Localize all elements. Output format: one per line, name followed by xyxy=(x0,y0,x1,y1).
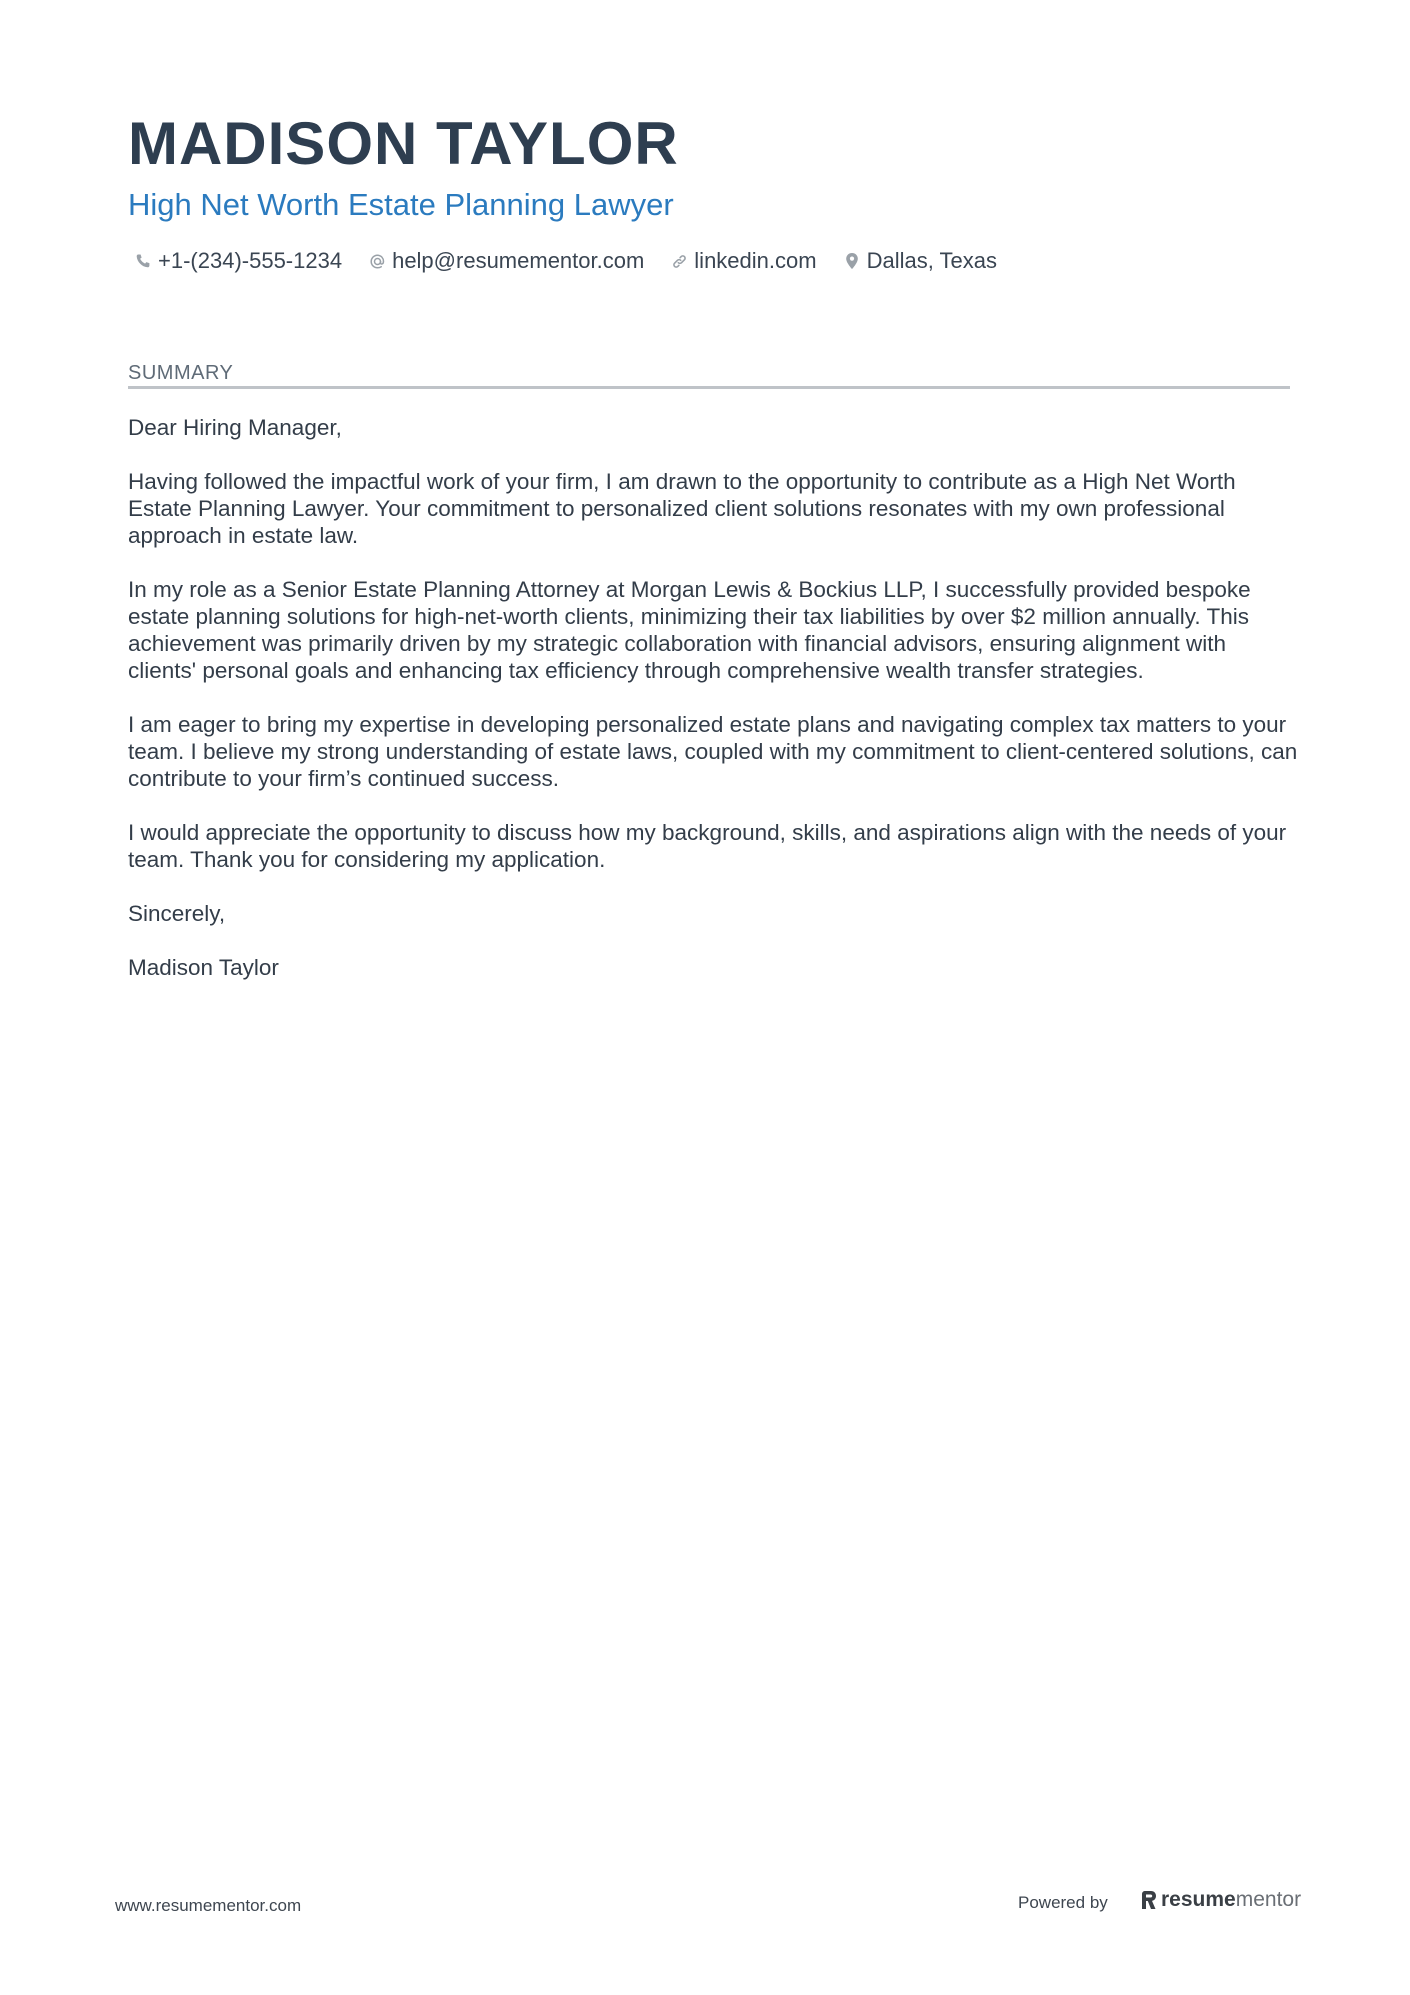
at-icon xyxy=(368,252,386,270)
phone-icon xyxy=(134,252,152,270)
resumementor-logo-icon xyxy=(1141,1890,1157,1910)
contact-linkedin[interactable] xyxy=(670,246,816,276)
job-title: High Net Worth Estate Planning Lawyer xyxy=(128,187,674,222)
powered-by-label: Powered by xyxy=(1018,1893,1108,1912)
link-icon xyxy=(670,252,688,270)
letter-closing: Sincerely, xyxy=(128,901,226,926)
candidate-name: MADISON TAYLOR xyxy=(128,110,679,177)
contact-phone[interactable] xyxy=(134,246,342,276)
brand-name-mentor: mentor xyxy=(1235,1888,1302,1911)
location-text: Dallas, Texas xyxy=(866,248,998,273)
brand-logo[interactable] xyxy=(1141,1886,1301,1914)
letter-paragraph: I would appreciate the opportunity to discuss how my background, skills, and aspirations align with the needs of your team. Thank you for considering my application. xyxy=(128,820,1287,872)
letter-greeting: Dear Hiring Manager, xyxy=(128,415,342,440)
contact-email[interactable] xyxy=(368,246,644,276)
letter-paragraph: In my role as a Senior Estate Planning Attorney at Morgan Lewis & Bockius LLP, I successfully provided bespoke estate planning solutions for high-net-worth clients, minimizing their tax liabilities by over $2 million annually. This achievement was primarily driven by my strategic collaboration with financial advisors, ensuring alignment with clients' personal goals and enhancing tax efficiency through comprehensive wealth transfer strategies. xyxy=(128,577,1251,683)
letter-signature: Madison Taylor xyxy=(128,955,279,980)
footer-website-link[interactable]: www.resumementor.com xyxy=(115,1896,302,1915)
section-title-summary: SUMMARY xyxy=(128,362,234,384)
letter-paragraph: I am eager to bring my expertise in developing personalized estate plans and navigating complex tax matters to your team. I believe my strong understanding of estate laws, coupled with my commitment to client-centered solutions, can contribute to your firm’s continued success. xyxy=(128,712,1298,791)
contact-bar xyxy=(134,246,1023,276)
linkedin-text: linkedin.com xyxy=(694,248,817,273)
brand-name-resume: resume xyxy=(1161,1888,1236,1911)
section-divider xyxy=(128,386,1290,389)
phone-text: +1-(234)-555-1234 xyxy=(158,248,343,273)
location-pin-icon xyxy=(843,252,861,270)
letter-paragraph: Having followed the impactful work of your firm, I am drawn to the opportunity to contribute as a High Net Worth Estate Planning Lawyer. Your commitment to personalized client solutions resonates with my own professional approach in estate law. xyxy=(128,469,1236,548)
contact-location xyxy=(843,246,997,276)
email-text: help@resumementor.com xyxy=(392,248,645,273)
cover-letter-body xyxy=(128,414,1298,1008)
